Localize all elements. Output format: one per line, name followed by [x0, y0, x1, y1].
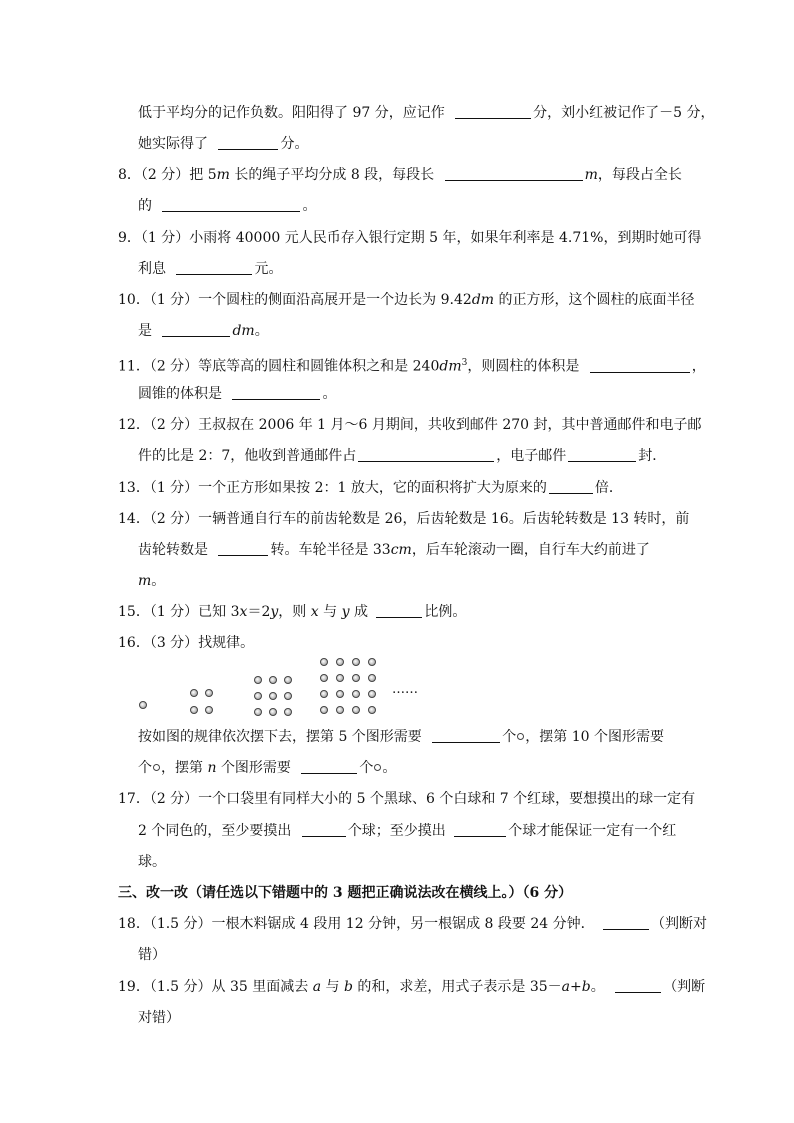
q13-line-1: 13．（1 分）一个正方形如果按 2：1 放大，它的面积将扩大为原来的 倍． — [118, 480, 623, 496]
dot — [352, 658, 360, 666]
q18-line-2: 错） — [138, 947, 166, 963]
answer-blank[interactable] — [445, 166, 583, 181]
answer-blank[interactable] — [376, 603, 422, 618]
answer-blank[interactable] — [176, 260, 252, 275]
dot — [368, 674, 376, 682]
answer-blank[interactable] — [455, 104, 531, 119]
dot — [352, 706, 360, 714]
answer-blank[interactable] — [568, 447, 636, 462]
q17-line-3: 球。 — [138, 854, 166, 870]
dot-symbol-icon — [374, 764, 381, 771]
dot — [320, 658, 328, 666]
answer-blank[interactable] — [218, 135, 278, 150]
answer-blank[interactable] — [162, 322, 230, 337]
answer-blank[interactable] — [549, 479, 593, 494]
dot — [254, 692, 262, 700]
dot-symbol-icon — [517, 733, 524, 740]
q7-line-1: 低于平均分的记作负数。阳阳得了 97 分，应记作 分，刘小红被记作了－5 分， — [138, 105, 715, 121]
answer-blank[interactable] — [603, 915, 649, 930]
q17-line-1: 17．（2 分）一个口袋里有同样大小的 5 个黑球、6 个白球和 7 个红球，要想摸出的球一定有 — [118, 791, 696, 807]
q16-line-1: 16．（3 分）找规律。 — [118, 635, 255, 651]
pattern-ellipsis: …… — [392, 682, 418, 697]
q12-line-1: 12．（2 分）王叔叔在 2006 年 1 月～6 月期间，共收到邮件 270 封，其中普通邮件和电子邮 — [118, 417, 702, 433]
q14-line-2: 齿轮转数是 转。车轮半径是 33cm，后车轮滚动一圈，自行车大约前进了 — [138, 542, 650, 558]
answer-blank[interactable] — [590, 358, 690, 373]
q17-line-2: 2 个同色的，至少要摸出 个球；至少摸出 个球才能保证一定有一个红 — [138, 823, 677, 839]
q16-line-2: 按如图的规律依次摆下去，摆第 5 个图形需要 个 ，摆第 10 个图形需要 — [138, 729, 664, 745]
dot — [284, 676, 292, 684]
q18-line-1: 18．（1.5 分）一根木料锯成 4 段用 12 分钟，另一根锯成 8 段要 24 分钟． （判断对 — [118, 916, 708, 932]
dot — [284, 708, 292, 716]
q10-line-1: 10．（1 分）一个圆柱的侧面沿高展开是一个边长为 9.42dm 的正方形，这个圆柱的底面半径 — [118, 292, 695, 308]
q10-line-2: 是 dm。 — [138, 323, 269, 339]
answer-blank[interactable] — [301, 759, 357, 774]
q7-line-2: 她实际得了 分。 — [138, 136, 309, 152]
dot — [336, 690, 344, 698]
dot — [368, 690, 376, 698]
answer-blank[interactable] — [218, 541, 268, 556]
dot — [139, 701, 147, 709]
section-3-heading: 三、改一改（请任选以下错题中的 3 题把正确说法改在横线上。）（6 分） — [118, 885, 573, 901]
answer-blank[interactable] — [432, 728, 500, 743]
answer-blank[interactable] — [162, 197, 300, 212]
answer-blank[interactable] — [454, 822, 506, 837]
dot — [205, 706, 213, 714]
dot — [254, 676, 262, 684]
q19-line-1: 19．（1.5 分）从 35 里面减去 a 与 b 的和，求差，用式子表示是 35－a+b。 （判断 — [118, 979, 706, 995]
q15-line-1: 15．（1 分）已知 3x＝2y，则 x 与 y 成 比例。 — [118, 604, 467, 620]
dot — [368, 706, 376, 714]
dot — [205, 689, 213, 697]
answer-blank[interactable] — [232, 385, 320, 400]
answer-blank[interactable] — [302, 822, 346, 837]
dot — [352, 674, 360, 682]
dot — [190, 689, 198, 697]
dot — [269, 676, 277, 684]
dot-symbol-icon — [153, 764, 160, 771]
q14-line-3: m。 — [138, 573, 166, 589]
q8-line-2: 的 。 — [138, 198, 317, 214]
q9-line-1: 9．（1 分）小雨将 40000 元人民币存入银行定期 5 年，如果年利率是 4.71%，到期时她可得 — [118, 230, 702, 246]
dot — [320, 690, 328, 698]
dot — [190, 706, 198, 714]
dot — [320, 674, 328, 682]
dot — [336, 706, 344, 714]
dot — [320, 706, 328, 714]
dot — [269, 692, 277, 700]
answer-blank[interactable] — [358, 447, 494, 462]
q12-line-2: 件的比是 2：7，他收到普通邮件占 ，电子邮件 封． — [138, 448, 667, 464]
dot — [269, 708, 277, 716]
q11-line-2: 圆锥的体积是 。 — [138, 386, 337, 402]
q16-line-3: 个 ，摆第 n 个图形需要 个 。 — [138, 760, 397, 776]
q19-line-2: 对错） — [138, 1010, 180, 1026]
dot — [336, 674, 344, 682]
dot — [284, 692, 292, 700]
answer-blank[interactable] — [615, 978, 661, 993]
dot — [352, 690, 360, 698]
q9-line-2: 利息 元。 — [138, 261, 283, 277]
dot — [254, 708, 262, 716]
q8-line-1: 8．（2 分）把 5m 长的绳子平均分成 8 段，每段长 m，每段占全长 — [118, 167, 682, 183]
q11-line-1: 11．（2 分）等底等高的圆柱和圆锥体积之和是 $240dm^3$，则圆柱的体积是 ， — [118, 358, 706, 375]
dot — [368, 658, 376, 666]
q14-line-1: 14．（2 分）一辆普通自行车的前齿轮数是 26，后齿轮数是 16。后齿轮转数是 13 转时，前 — [118, 511, 690, 527]
dot — [336, 658, 344, 666]
